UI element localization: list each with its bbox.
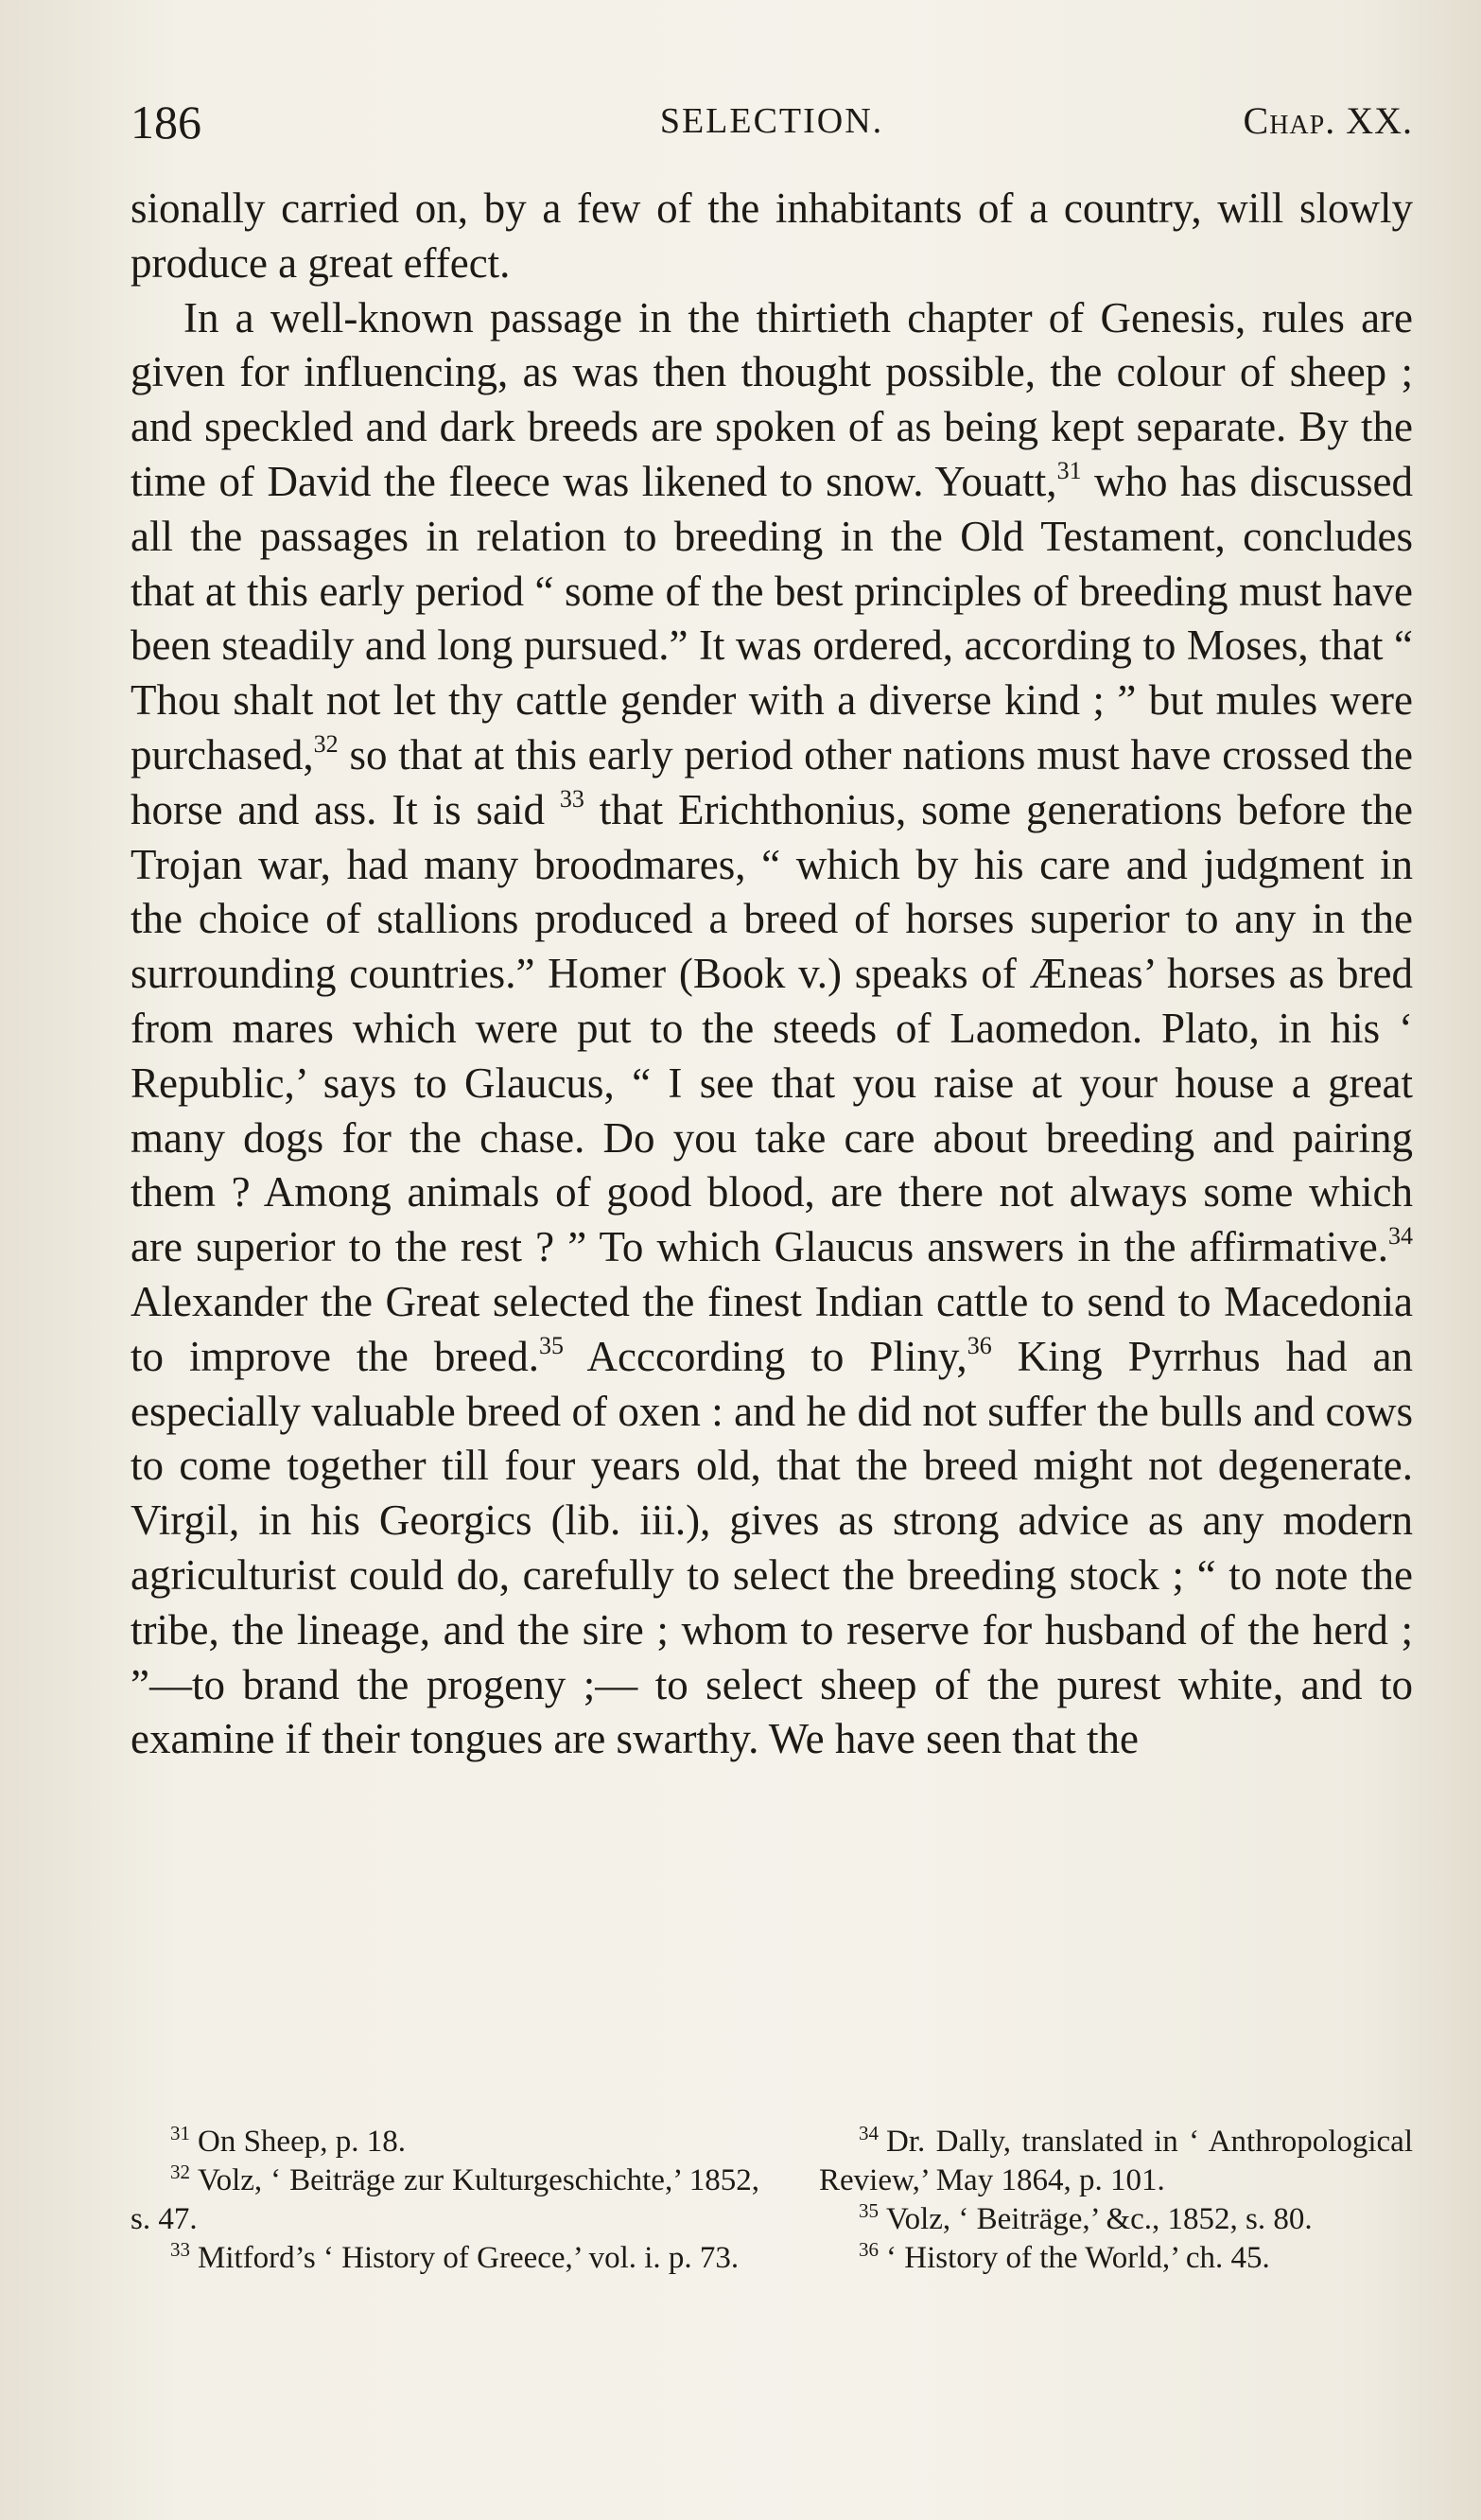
paragraph-genesis [131,291,1413,1768]
footnote-text: ‘ History of the World,’ ch. 45. [886,2241,1270,2275]
footnote-reference: 34 [1388,1222,1413,1251]
footnote [819,2239,1413,2278]
footnote [819,2123,1413,2200]
paragraph-continuation [131,182,1413,291]
footnote [131,2161,759,2239]
chapter-label: Chap. XX. [1243,99,1413,142]
footnote [819,2200,1413,2239]
footnote-number: 32 [170,2161,190,2183]
footnote-reference: 36 [967,1331,992,1359]
text-segment: King Pyrrhus had an especially valuable breed of oxen : and he did not suffer the bulls and cows to come together till four years old, that the breed might not degenerate. Virgil, in his Georgics (lib. iii.), gives as strong advice as any modern agriculturist could do, carefully to select the breeding stock ; “ to note the tribe, the lineage, and the sire ; whom to reserve for husband of the herd ; ”—to brand the progeny ;— to select sheep of the purest white, and to examine if their tongues are swarthy. We have seen that the [131,1332,1413,1763]
text-segment: that Erichthonius, some generations before the Trojan war, had many broodmares, “ which by his care and judgment in the choice of stallions produced a breed of horses superior to any in the surrounding countries.” Homer (Book v.) speaks of Æneas’ horses as bred from mares which were put to the steeds of Laomedon. Plato, in his ‘ Republic,’ says to Glaucus, “ I see that you raise at your house a great many dogs for the chase. Do you take care about breeding and pairing them ? Among animals of good blood, are there not always some which are superior to the rest ? ” To which Glaucus answers in the affirmative. [131,785,1413,1271]
footnote-text: On Sheep, p. 18. [198,2125,406,2159]
footnotes-right-column [819,2123,1413,2278]
text-segment: Alexander the Great selected the finest Indian cattle to send to Macedonia to improve the breed. [131,1277,1413,1380]
footnote-number: 35 [859,2199,879,2222]
page-number: 186 [131,96,201,149]
footnote-number: 33 [170,2238,190,2261]
text-segment: sionally carried on, by a few of the inhabitants of a country, will slowly produce a great effect. [131,184,1413,287]
footnote-reference: 33 [559,784,584,813]
page-header [131,95,1413,161]
footnote-text: Mitford’s ‘ History of Greece,’ vol. i. p. 73. [198,2241,740,2275]
footnote-number: 34 [859,2122,879,2144]
running-title: SELECTION. [659,101,884,141]
body-text [131,182,1413,1767]
footnote-number: 31 [170,2122,190,2144]
text-segment: Acccording to Pliny, [564,1332,967,1380]
footnote [131,2123,759,2161]
footnote [131,2239,759,2278]
footnote-number: 36 [859,2238,879,2261]
footnote-reference: 31 [1056,456,1082,484]
text-segment: so that at this early period other nations must have crossed the horse and ass. It is said [131,730,1413,833]
footnote-text: Volz, ‘ Beiträge,’ &c., 1852, s. 80. [886,2202,1313,2236]
footnotes-left-column [131,2123,759,2278]
text-segment: In a well-known passage in the thirtieth chapter of Genesis, rules are given for influencing, as was then thought possible, the colour of sheep ; and speckled and dark breeds are spoken of as being kept separate. By the time of David the fleece was likened to snow. Youatt, [131,293,1413,505]
footnote-reference: 35 [539,1331,565,1359]
footnote-text: Dr. Dally, translated in ‘ Anthropological Review,’ May 1864, p. 101. [819,2125,1413,2197]
text-segment: who has discussed all the passages in relation to breeding in the Old Testament, concludes that at this early period “ some of the best principles of breeding must have been steadily and long pursued.” It was ordered, according to Moses, that “ Thou shalt not let thy cattle gender with a diverse kind ; ” but mules were purchased, [131,457,1414,779]
footnote-text: Volz, ‘ Beiträge zur Kulturgeschichte,’ 1852, s. 47. [131,2163,759,2236]
footnote-reference: 32 [313,729,339,758]
